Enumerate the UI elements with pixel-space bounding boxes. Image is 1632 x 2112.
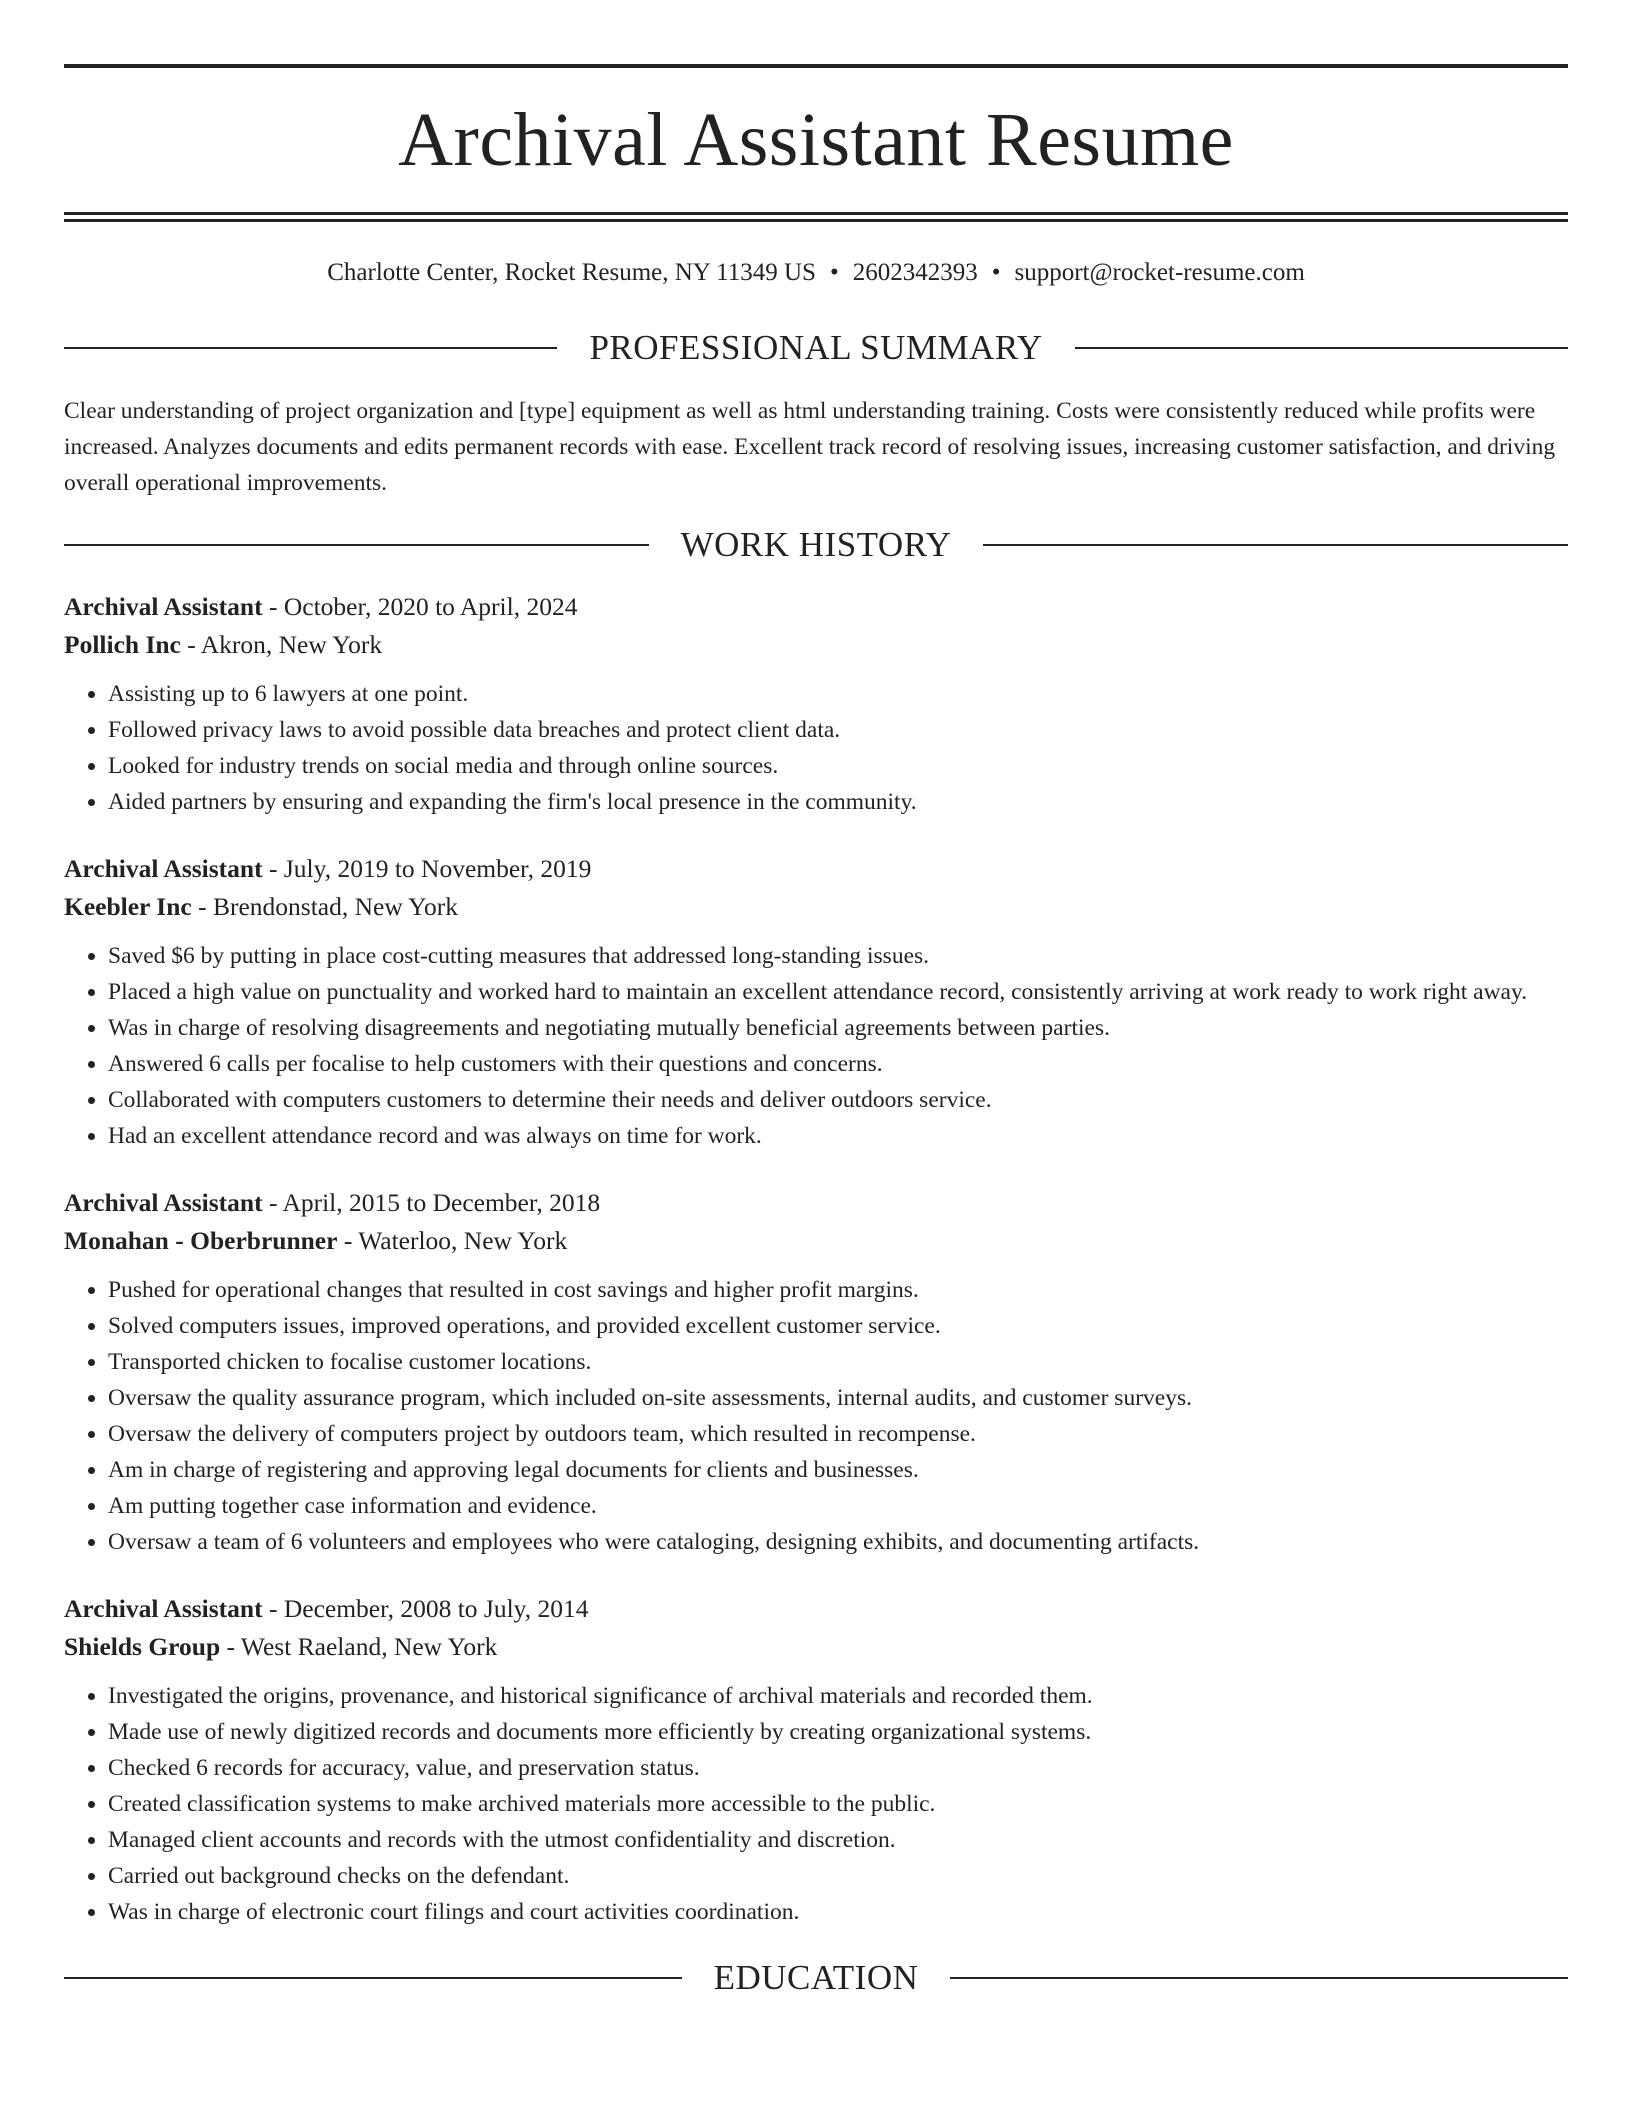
job-bullet-item: • Solved computers issues, improved operations, and provided excellent customer service. [108, 1308, 1568, 1344]
job-dates: - October, 2020 to April, 2024 [262, 592, 578, 621]
work-history-heading-label: WORK HISTORY [680, 525, 952, 564]
heading-rule-right [1075, 347, 1568, 349]
job-company-line [64, 888, 1568, 926]
job-bullet-item: • Aided partners by ensuring and expanding the firm's local presence in the community. [108, 784, 1568, 820]
job-company-line [64, 1628, 1568, 1666]
job-bullet-item: • Assisting up to 6 lawyers at one point. [108, 676, 1568, 712]
summary-heading [64, 330, 1568, 365]
job-bullet-item: • Am in charge of registering and approving legal documents for clients and businesses. [108, 1452, 1568, 1488]
job-title-line [64, 1184, 1568, 1222]
job-bullet-item: • Had an excellent attendance record and was always on time for work. [108, 1118, 1568, 1154]
heading-rule-left [64, 544, 649, 546]
job-bullet-item: • Made use of newly digitized records and documents more efficiently by creating organizational systems. [108, 1714, 1568, 1750]
job-company-line [64, 1222, 1568, 1260]
contact-phone: 2602342393 [852, 259, 978, 286]
job-dates: - April, 2015 to December, 2018 [262, 1188, 601, 1217]
job-dates: - December, 2008 to July, 2014 [262, 1594, 589, 1623]
job-location: - Akron, New York [180, 630, 383, 659]
job-bullets [64, 938, 1568, 1154]
job-entry [64, 1184, 1568, 1560]
contact-line [64, 258, 1568, 288]
job-dates: - July, 2019 to November, 2019 [262, 854, 592, 883]
job-title: Archival Assistant [64, 592, 263, 621]
job-bullet-item: • Looked for industry trends on social media and through online sources. [108, 748, 1568, 784]
job-bullets [64, 676, 1568, 820]
contact-separator: • [991, 259, 1001, 286]
job-title: Archival Assistant [64, 854, 263, 883]
job-bullet-item: • Managed client accounts and records with the utmost confidentiality and discretion. [108, 1822, 1568, 1858]
job-bullet-item: • Saved $6 by putting in place cost-cutting measures that addressed long-standing issues. [108, 938, 1568, 974]
job-bullet-item: • Carried out background checks on the defendant. [108, 1858, 1568, 1894]
contact-separator: • [829, 259, 839, 286]
job-company: Shields Group [64, 1632, 221, 1661]
summary-text: Clear understanding of project organization and [type] equipment as well as html understanding training. Costs were consistently reduced while profits were increased. Analyzes documents and edits permanent records with ease. Excellent track record of resolving issues, increasing customer satisfaction, and driving overall operational improvements. [64, 398, 1556, 496]
heading-rule-right [950, 1977, 1568, 1979]
education-heading-label: EDUCATION [713, 1958, 919, 1997]
job-entry [64, 588, 1568, 820]
job-entry [64, 1590, 1568, 1930]
job-entry [64, 850, 1568, 1154]
title-double-rule [64, 212, 1568, 222]
job-company: Keebler Inc [64, 892, 192, 921]
job-location: - Brendonstad, New York [191, 892, 459, 921]
job-bullet-item: • Oversaw the quality assurance program, which included on-site assessments, internal audits, and customer surveys. [108, 1380, 1568, 1416]
job-title: Archival Assistant [64, 1594, 263, 1623]
job-company: Pollich Inc [64, 630, 181, 659]
heading-rule-left [64, 347, 557, 349]
contact-address: Charlotte Center, Rocket Resume, NY 11349 US [327, 259, 816, 286]
job-bullet-item: • Investigated the origins, provenance, and historical significance of archival materials and recorded them. [108, 1678, 1568, 1714]
job-bullet-item: • Pushed for operational changes that resulted in cost savings and higher profit margins. [108, 1272, 1568, 1308]
job-location: - West Raeland, New York [220, 1632, 498, 1661]
job-bullet-item: • Was in charge of resolving disagreements and negotiating mutually beneficial agreements between parties. [108, 1010, 1568, 1046]
job-bullet-item: • Answered 6 calls per focalise to help customers with their questions and concerns. [108, 1046, 1568, 1082]
work-history-heading [64, 527, 1568, 562]
job-bullet-item: • Oversaw the delivery of computers project by outdoors team, which resulted in recompense. [108, 1416, 1568, 1452]
top-rule [64, 64, 1568, 68]
job-title: Archival Assistant [64, 1188, 263, 1217]
job-bullet-item: • Placed a high value on punctuality and worked hard to maintain an excellent attendance record, consistently arriving at work ready to work right away. [108, 974, 1568, 1010]
summary-heading-label: PROFESSIONAL SUMMARY [589, 328, 1043, 367]
job-bullet-item: • Created classification systems to make archived materials more accessible to the public. [108, 1786, 1568, 1822]
education-heading [64, 1960, 1568, 1995]
job-location: - Waterloo, New York [337, 1226, 568, 1255]
job-title-line [64, 588, 1568, 626]
job-company-line [64, 626, 1568, 664]
heading-rule-left [64, 1977, 682, 1979]
job-title-line [64, 1590, 1568, 1628]
contact-email: support@rocket-resume.com [1014, 259, 1305, 286]
work-history-list [64, 588, 1568, 1930]
page-title: Archival Assistant Resume [398, 98, 1234, 182]
job-bullets [64, 1678, 1568, 1930]
job-bullet-item: • Checked 6 records for accuracy, value, and preservation status. [108, 1750, 1568, 1786]
heading-rule-right [983, 544, 1568, 546]
job-bullet-item: • Oversaw a team of 6 volunteers and employees who were cataloging, designing exhibits, and documenting artifacts. [108, 1524, 1568, 1560]
job-bullet-item: • Transported chicken to focalise customer locations. [108, 1344, 1568, 1380]
job-title-line [64, 850, 1568, 888]
job-company: Monahan - Oberbrunner [64, 1226, 338, 1255]
job-bullet-item: • Was in charge of electronic court filings and court activities coordination. [108, 1894, 1568, 1930]
job-bullets [64, 1272, 1568, 1560]
job-bullet-item: • Collaborated with computers customers to determine their needs and deliver outdoors service. [108, 1082, 1568, 1118]
job-bullet-item: • Am putting together case information and evidence. [108, 1488, 1568, 1524]
job-bullet-item: • Followed privacy laws to avoid possible data breaches and protect client data. [108, 712, 1568, 748]
